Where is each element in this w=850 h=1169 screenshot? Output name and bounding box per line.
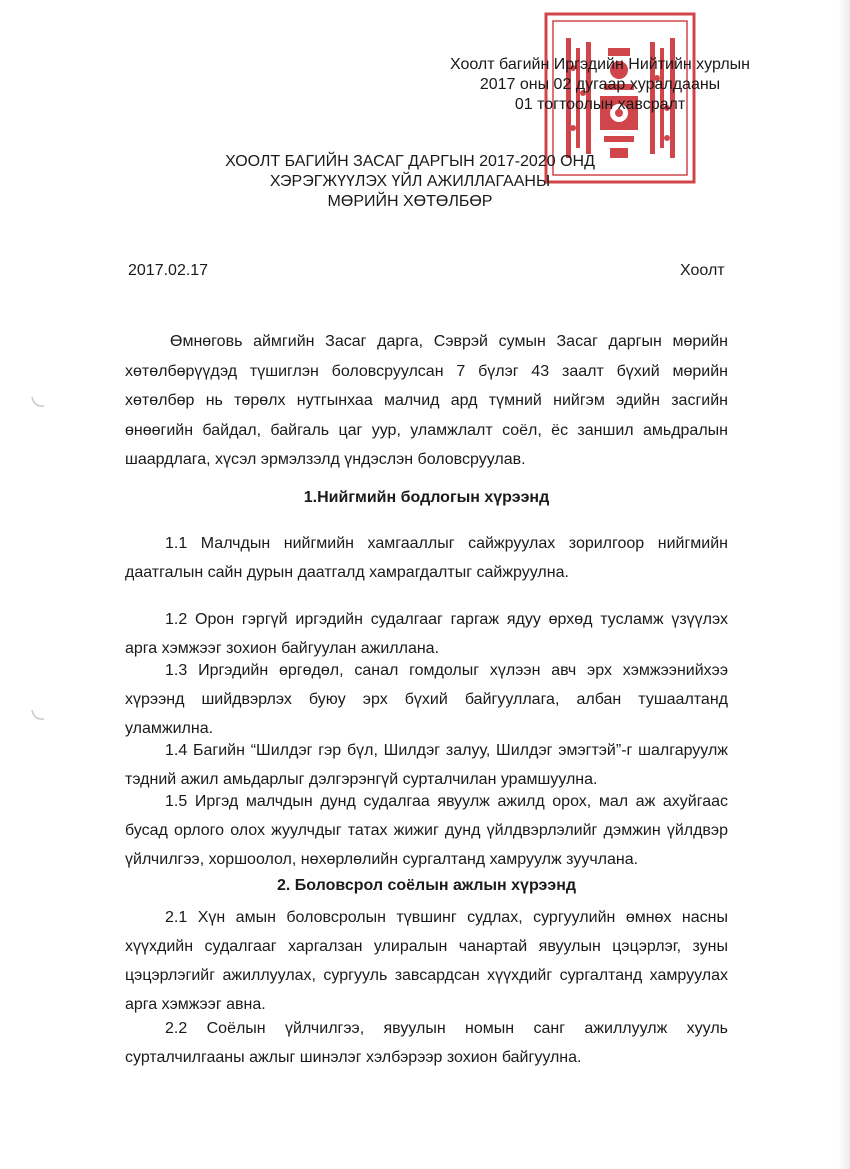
section-item: 2.1 Хүн амын боловсролын түвшинг судлах, сургуулийн өмнөх насны хүүхдийн судалгааг харгалзан улиралын чанартай явуулын цэцэрлэг, зуны цэцэрлэгийг ажиллуулах, сургууль завсардсан хүүхдийг сургалтанд хамруулах арга хэмжээг авна.: [125, 909, 728, 1013]
appendix-line: 01 тогтоолын хавсралт: [514, 96, 686, 113]
section-heading: 1.Нийгмийн бодлогын хүрээнд: [303, 489, 550, 506]
section-item: 1.1 Малчдын нийгмийн хамгааллыг сайжруулах зорилгоор нийгмийн даатгалын сайн дурын даатгалд хамрагдалтыг сайжруулна.: [125, 535, 728, 581]
title-line: МӨРИЙН ХӨТӨЛБӨР: [327, 193, 493, 210]
section-item: 1.3 Иргэдийн өргөдөл, санал гомдолыг хүлээн авч эрх хэмжээнийхээ хүрээнд шийдвэрлэх буюу эрх бүхий байгууллага, албан тушаалтанд уламжилна.: [125, 662, 728, 737]
section-item: 1.2 Орон гэргүй иргэдийн судалгааг гаргаж ядуу өрхөд тусламж үзүүлэх арга хэмжээг зохион байгуулан ажиллана.: [125, 611, 728, 657]
document-date: 2017.02.17: [128, 262, 209, 279]
title-line: ХООЛТ БАГИЙН ЗАСАГ ДАРГЫН 2017-2020 ОНД: [225, 153, 595, 170]
appendix-line: Хоолт багийн Иргэдийн Нийтийн хурлын: [449, 56, 751, 73]
intro-paragraph: Өмнөговь аймгийн Засаг дарга, Сэврэй сумын Засаг даргын мөрийн хөтөлбөрүүдэд түшиглэн боловсруулсан 7 бүлэг 43 заалт бүхий мөрийн хөтөлбөр нь төрөлх нутгынхаа малчид ард түмний нийгэм эдийн засгийн өнөөгийн байдал, байгаль цаг уур, уламжлалт соёл, ёс заншил амьдралын шаардлага, хүсэл эрмэлзэлд үндэслэн боловсруулав.: [125, 333, 728, 469]
punch-hole-mark: [30, 708, 46, 722]
punch-hole-mark: [30, 395, 46, 409]
document-title: [150, 152, 670, 212]
appendix-header: [380, 55, 820, 115]
document-place: Хоолт: [680, 262, 725, 279]
section-item: 1.4 Багийн “Шилдэг гэр бүл, Шилдэг залуу, Шилдэг эмэгтэй”-г шалгаруулж тэдний ажил амьдарлыг дэлгэрэнгүй сурталчилан урамшуулна.: [125, 742, 728, 788]
page-edge-shadow: [838, 0, 850, 1169]
section-heading: 2. Боловсрол соёлын ажлын хүрээнд: [276, 877, 577, 894]
title-line: ХЭРЭГЖҮҮЛЭХ ҮЙЛ АЖИЛЛАГААНЫ: [269, 173, 551, 190]
appendix-line: 2017 оны 02 дугаар хуралдааны: [479, 76, 721, 93]
section-item: 2.2 Соёлын үйлчилгээ, явуулын номын санг ажиллуулж хууль сурталчилгааны ажлыг шинэлэг хэлбэрээр зохион байгуулна.: [125, 1020, 728, 1066]
section-item: 1.5 Иргэд малчдын дунд судалгаа явуулж ажилд орох, мал аж ахуйгаас бусад орлого олох жуулчдыг татах жижиг дунд үйлдвэрлэлийг дэмжин үйлдвэр үйлчилгээ, хоршоолол, нөхөрлөлийн сургалтанд хамруулж зуучлана.: [125, 793, 728, 868]
